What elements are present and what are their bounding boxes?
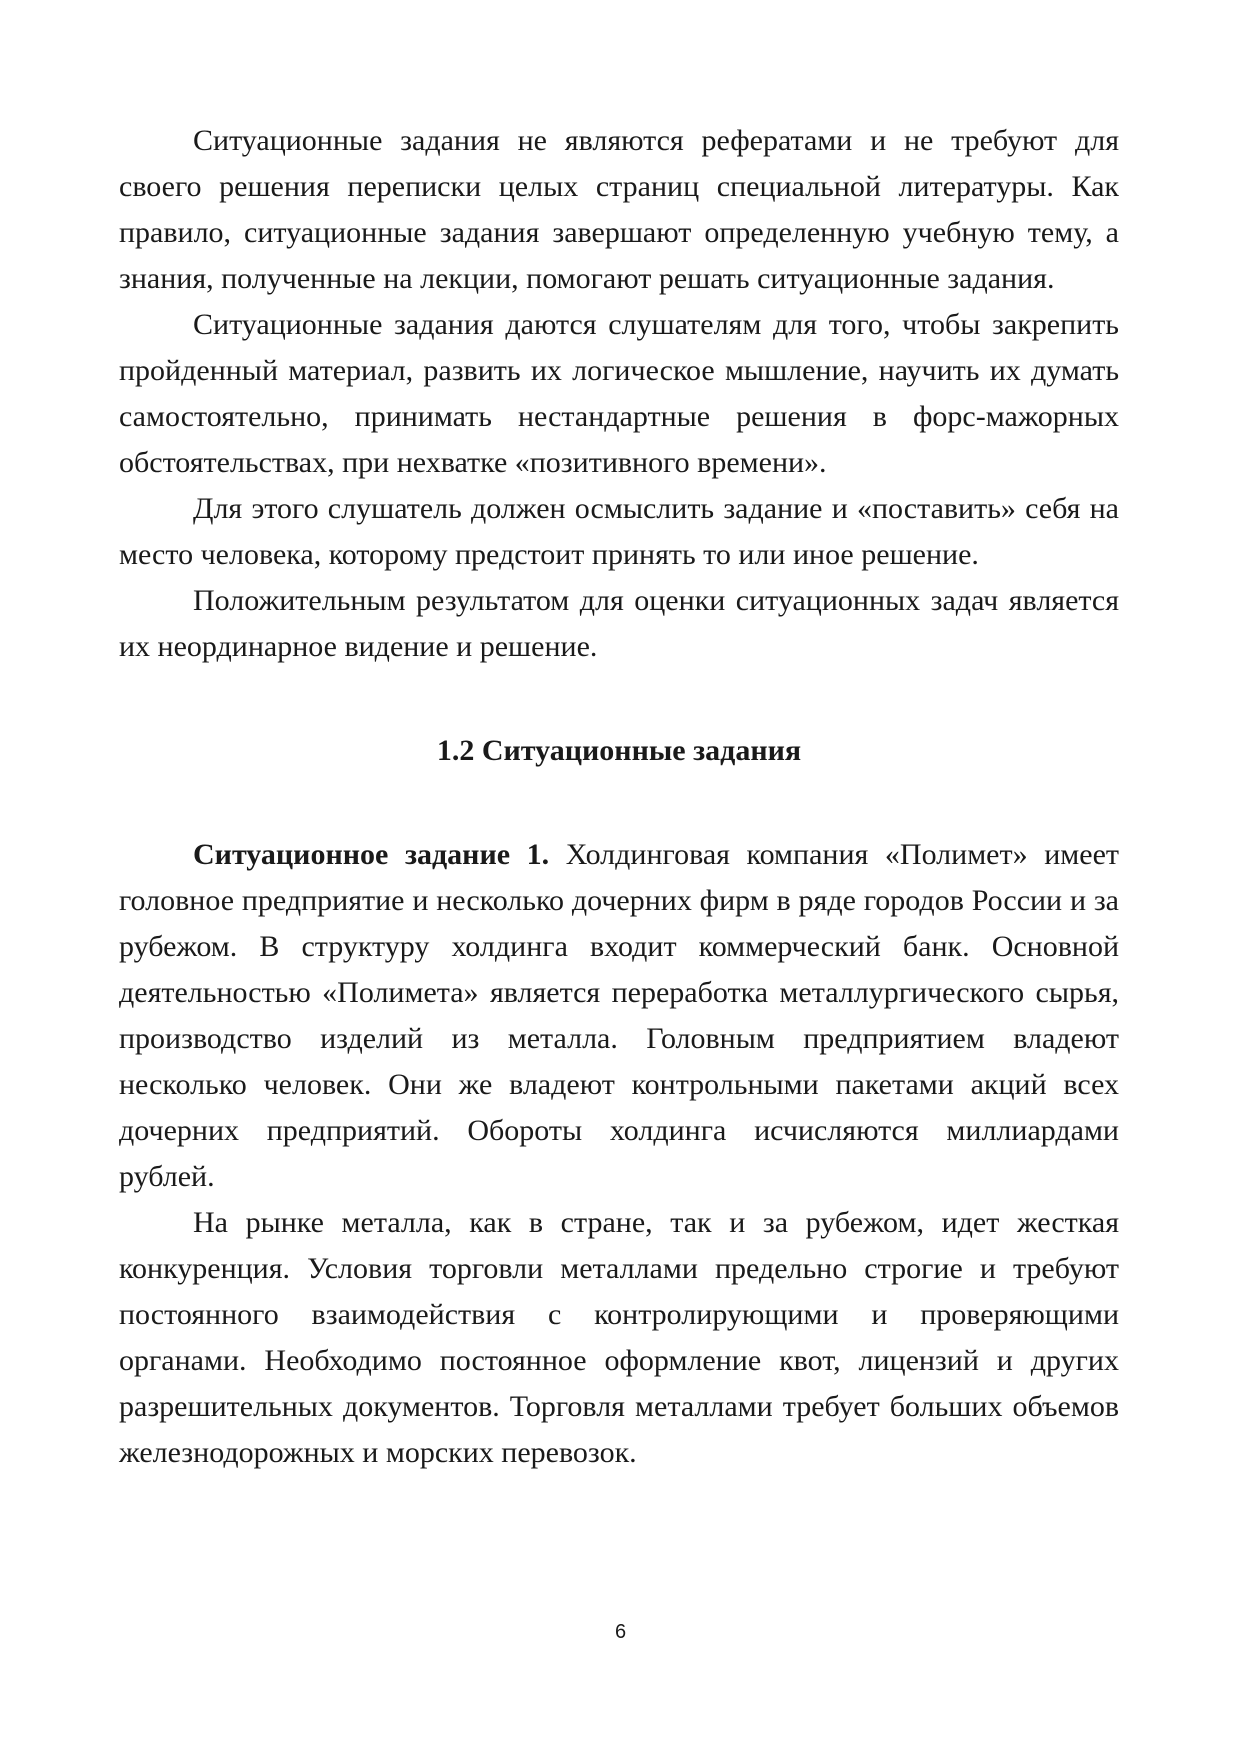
paragraph-intro-2: Ситуационные задания даются слушателям для того, чтобы закрепить пройденный материал, развить их логическое мышление, научить их думать самостоятельно, принимать нестандартные решения в форс-мажорных обстоятельствах, при нехватке «позитивного времени». — [119, 308, 1119, 479]
page-number: 6 — [614, 1621, 627, 1643]
task-text: Холдинговая компания «Полимет» имеет головное предприятие и несколько дочерних фирм в ряде городов России и за рубежом. В структуру холдинга входит коммерческий банк. Основной деятельностью «Полимета» является переработка металлургического сырья, производство изделий из металла. Головным предприятием владеют несколько человек. Они же владеют контрольными пакетами акций всех дочерних предприятий. Обороты холдинга исчисляются миллиардами рублей. — [119, 838, 1119, 1193]
page-content — [119, 118, 1119, 1476]
task-paragraph — [119, 832, 1119, 1200]
section-heading: 1.2 Ситуационные задания — [436, 734, 802, 767]
paragraph-intro-3: Для этого слушатель должен осмыслить задание и «поставить» себя на место человека, которому предстоит принять то или иное решение. — [119, 492, 1119, 571]
paragraph-intro-4: Положительным результатом для оценки ситуационных задач является их неординарное видение и решение. — [119, 584, 1119, 663]
task-label: Ситуационное задание 1. — [193, 838, 550, 871]
paragraph-intro-1: Ситуационные задания не являются рефератами и не требуют для своего решения переписки целых страниц специальной литературы. Как правило, ситуационные задания завершают определенную учебную тему, а знания, полученные на лекции, помогают решать ситуационные задания. — [119, 124, 1119, 295]
paragraph-market: На рынке металла, как в стране, так и за рубежом, идет жесткая конкуренция. Условия торговли металлами предельно строгие и требуют постоянного взаимодействия с контролирующими и проверяющими органами. Необходимо постоянное оформление квот, лицензий и других разрешительных документов. Торговля металлами требует больших объемов железнодорожных и морских перевозок. — [119, 1206, 1119, 1469]
